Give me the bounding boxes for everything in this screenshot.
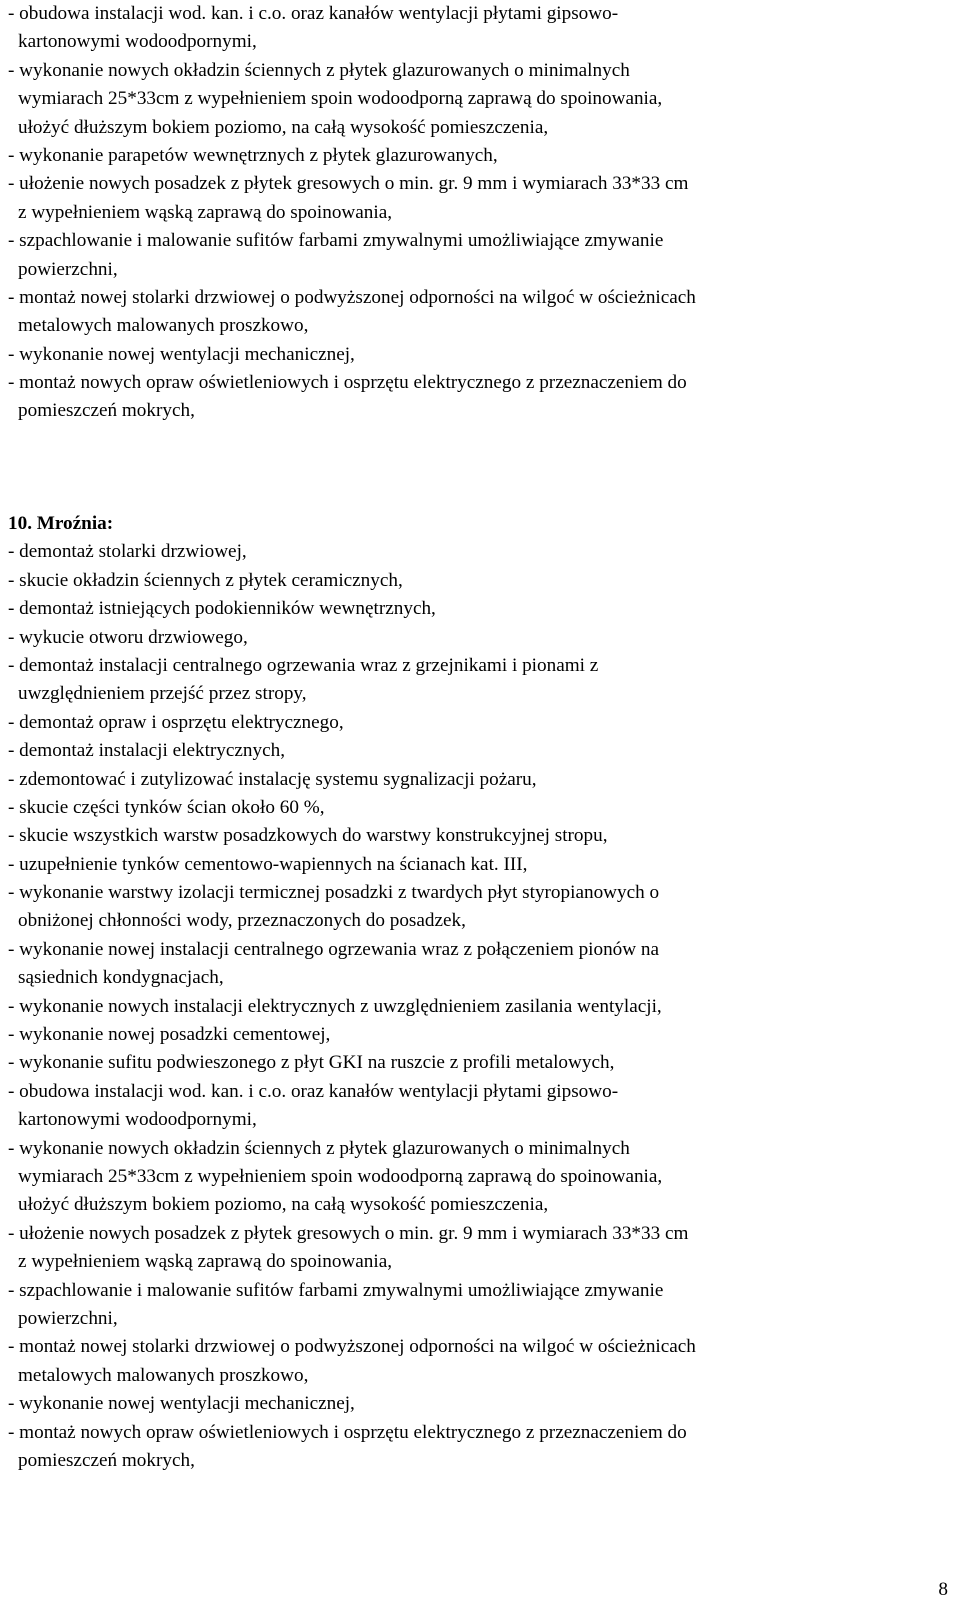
list-item-continuation: ułożyć dłuższym bokiem poziomo, na całą wysokość pomieszczenia, [18, 116, 549, 138]
list-item-continuation: kartonowymi wodoodpornymi, [18, 31, 257, 53]
list-item: - zdemontować i zutylizować instalację systemu sygnalizacji pożaru, [8, 768, 537, 790]
list-item: - wykonanie warstwy izolacji termicznej posadzki z twardych płyt styropianowych o [8, 882, 660, 904]
list-item: - montaż nowych opraw oświetleniowych i osprzętu elektrycznego z przeznaczeniem do [8, 1421, 687, 1443]
list-item: - wykucie otworu drzwiowego, [8, 626, 248, 648]
list-item: - ułożenie nowych posadzek z płytek gresowych o min. gr. 9 mm i wymiarach 33*33 cm [8, 173, 689, 195]
list-item: - wykonanie nowych okładzin ściennych z płytek glazurowanych o minimalnych [8, 1137, 630, 1159]
list-item-continuation: obniżonej chłonności wody, przeznaczonych do posadzek, [18, 910, 466, 932]
list-item-continuation: pomieszczeń mokrych, [18, 400, 195, 422]
list-item-continuation: ułożyć dłuższym bokiem poziomo, na całą wysokość pomieszczenia, [18, 1194, 549, 1216]
list-item-continuation: z wypełnieniem wąską zaprawą do spoinowania, [18, 201, 393, 223]
list-item: - skucie okładzin ściennych z płytek ceramicznych, [8, 569, 403, 591]
list-item-continuation: z wypełnieniem wąską zaprawą do spoinowania, [18, 1251, 393, 1273]
list-item: - wykonanie sufitu podwieszonego z płyt GKI na ruszcie z profili metalowych, [8, 1052, 615, 1074]
list-item: - wykonanie nowej posadzki cementowej, [8, 1024, 331, 1046]
list-item-continuation: sąsiednich kondygnacjach, [18, 967, 224, 989]
list-item-continuation: powierzchni, [18, 258, 118, 280]
section-heading: 10. Mroźnia: [8, 513, 114, 534]
list-item: - ułożenie nowych posadzek z płytek gresowych o min. gr. 9 mm i wymiarach 33*33 cm [8, 1222, 689, 1244]
list-item: - obudowa instalacji wod. kan. i c.o. oraz kanałów wentylacji płytami gipsowo- [8, 1080, 619, 1102]
list-item-continuation: uwzględnieniem przejść przez stropy, [18, 683, 307, 705]
list-item: - montaż nowej stolarki drzwiowej o podwyższonej odporności na wilgoć w ościeżnicach [8, 286, 696, 308]
list-item: - skucie wszystkich warstw posadzkowych do warstwy konstrukcyjnej stropu, [8, 825, 608, 847]
page-number: 8 [938, 1579, 948, 1600]
top-list [8, 0, 948, 426]
list-item-continuation: wymiarach 25*33cm z wypełnieniem spoin wodoodporną zaprawą do spoinowania, [18, 88, 663, 110]
list-item: - montaż nowych opraw oświetleniowych i osprzętu elektrycznego z przeznaczeniem do [8, 372, 687, 394]
list-item: - montaż nowej stolarki drzwiowej o podwyższonej odporności na wilgoć w ościeżnicach [8, 1336, 696, 1358]
list-item-continuation: metalowych malowanych proszkowo, [18, 1364, 309, 1386]
list-item: - demontaż istniejących podokienników wewnętrznych, [8, 598, 436, 620]
list-item: - wykonanie nowej instalacji centralnego ogrzewania wraz z połączeniem pionów na [8, 938, 660, 960]
list-item-continuation: wymiarach 25*33cm z wypełnieniem spoin wodoodporną zaprawą do spoinowania, [18, 1165, 663, 1187]
list-item-continuation: kartonowymi wodoodpornymi, [18, 1109, 257, 1131]
list-item: - wykonanie nowych instalacji elektrycznych z uwzględnieniem zasilania wentylacji, [8, 995, 662, 1017]
list-item: - demontaż opraw i osprzętu elektrycznego, [8, 711, 344, 733]
list-item: - obudowa instalacji wod. kan. i c.o. oraz kanałów wentylacji płytami gipsowo- [8, 3, 619, 24]
list-item-continuation: metalowych malowanych proszkowo, [18, 315, 309, 337]
list-item: - uzupełnienie tynków cementowo-wapiennych na ścianach kat. III, [8, 853, 528, 875]
list-item-continuation: powierzchni, [18, 1307, 118, 1329]
list-item: - demontaż stolarki drzwiowej, [8, 541, 247, 563]
list-item: - skucie części tynków ścian około 60 %, [8, 796, 325, 818]
list-item: - wykonanie nowej wentylacji mechanicznej, [8, 1393, 355, 1415]
section-list [8, 538, 948, 1475]
list-item: - szpachlowanie i malowanie sufitów farbami zmywalnymi umożliwiające zmywanie [8, 1279, 664, 1301]
list-item: - szpachlowanie i malowanie sufitów farbami zmywalnymi umożliwiające zmywanie [8, 230, 664, 252]
list-item: - wykonanie nowej wentylacji mechanicznej, [8, 343, 355, 365]
list-item: - wykonanie nowych okładzin ściennych z płytek glazurowanych o minimalnych [8, 59, 630, 81]
section-mroznia [8, 510, 948, 1475]
list-item: - demontaż instalacji centralnego ogrzewania wraz z grzejnikami i pionami z [8, 654, 599, 676]
list-item: - demontaż instalacji elektrycznych, [8, 740, 286, 762]
list-item-continuation: pomieszczeń mokrych, [18, 1449, 195, 1471]
list-item: - wykonanie parapetów wewnętrznych z płytek glazurowanych, [8, 144, 498, 166]
